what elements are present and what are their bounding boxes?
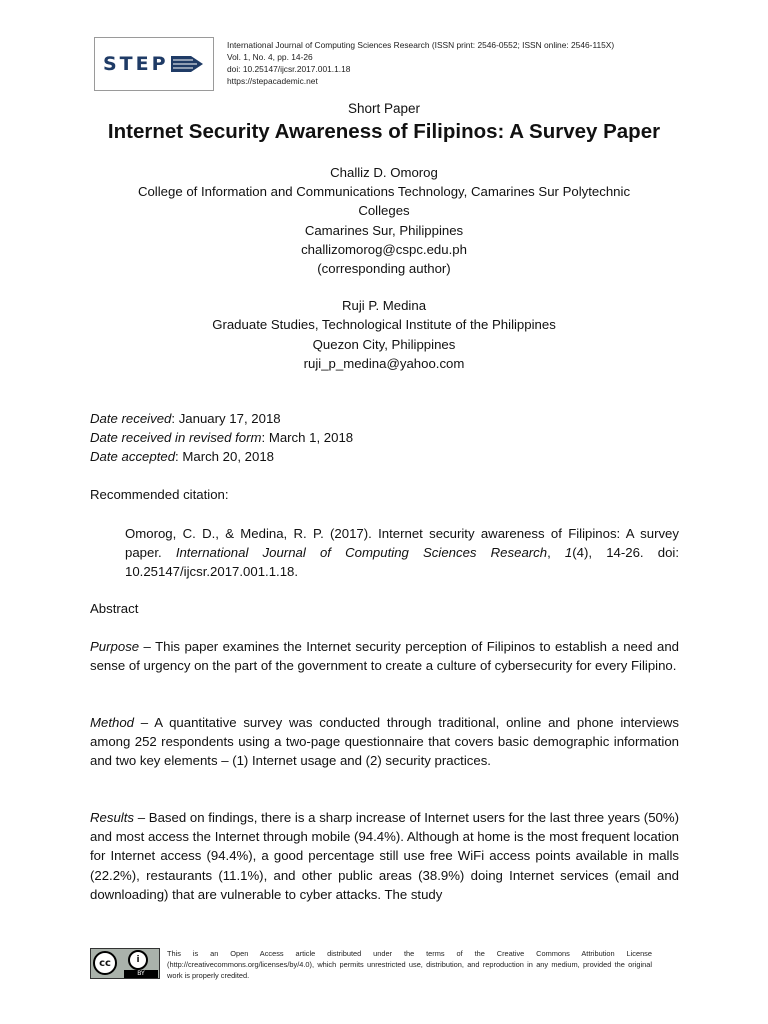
license-footer <box>90 948 652 981</box>
author-block <box>60 163 708 373</box>
journal-logo <box>94 37 214 91</box>
author1-email[interactable]: challizomorog@cspc.edu.ph <box>301 241 467 257</box>
abstract-purpose: Purpose – This paper examines the Internet security perception of Filipinos to establish a need and sense of urgency on the part of the government to create a culture of cybersecurity for every Filipino. <box>90 639 679 674</box>
author1-affiliation-line2: Colleges <box>358 203 410 219</box>
author1-note: (corresponding author) <box>317 261 451 277</box>
cc-by-label: BY <box>124 970 158 978</box>
paper-title: Internet Security Awareness of Filipinos: A Survey Paper <box>107 120 661 143</box>
journal-doi: doi: 10.25147/ijcsr.2017.001.1.18 <box>227 64 351 74</box>
author2-email[interactable]: ruji_p_medina@yahoo.com <box>303 355 465 371</box>
citation-heading: Recommended citation: <box>90 487 229 502</box>
abstract-heading: Abstract <box>90 601 139 616</box>
journal-info <box>227 39 667 87</box>
date-revised: Date received in revised form: March 1, 2018 <box>90 430 354 446</box>
abstract-method: Method – A quantitative survey was conducted through traditional, online and phone interviews among 252 respondents using a two-page questionnaire that covers basic demographic information and two key elements – (1) Internet usage and (2) security practices. <box>90 715 679 769</box>
attribution-icon: i <box>128 950 148 970</box>
author2-affiliation: Graduate Studies, Technological Institute of the Philippines <box>212 317 556 333</box>
author2-location: Quezon City, Philippines <box>312 336 456 352</box>
journal-url[interactable]: https://stepacademic.net <box>227 76 318 86</box>
date-received: Date received: January 17, 2018 <box>90 411 281 426</box>
citation-text: Omorog, C. D., & Medina, R. P. (2017). Internet security awareness of Filipinos: A survey paper. International Journal of Computing Sciences Research, 1(4), 14-26. doi: 10.25147/ijcsr.2017.001.1.18. <box>125 526 679 580</box>
date-accepted: Date accepted: March 20, 2018 <box>90 449 275 465</box>
cc-icon: cc <box>93 951 117 975</box>
license-text: This is an Open Access article distributed under the terms of the Creative Commons Attribution License (http://creativecommons.org/licenses/by/4.0), which permits unrestricted use, distribution, and reproduction in any medium, provided the original work is properly credited. <box>167 949 652 980</box>
author1-affiliation-line1: College of Information and Communications Technology, Camarines Sur Polytechnic <box>137 184 631 200</box>
author1-location: Camarines Sur, Philippines <box>304 222 464 238</box>
paper-type: Short Paper <box>347 101 421 116</box>
abstract-results: Results – Based on findings, there is a sharp increase of Internet users for the last three years (50%) and most access the Internet through mobile (94.4%). Although at home is the most frequent location for Internet access (94.4%), a good percentage still use free WiFi access points available in malls (22.2%), restaurants (11.1%), and other public areas (38.9%) doing Internet services (email and downloading) that are vulnerable to cyber attacks. The study <box>90 810 679 902</box>
journal-volume: Vol. 1, No. 4, pp. 14-26 <box>227 52 313 62</box>
author2-name: Ruji P. Medina <box>341 298 427 314</box>
arrow-logo-icon <box>171 54 205 74</box>
cc-license-badge[interactable] <box>90 948 160 979</box>
author1-name: Challiz D. Omorog <box>330 165 438 180</box>
journal-name: International Journal of Computing Sciences Research (ISSN print: 2546-0552; ISSN online: 2546-115X) <box>227 40 615 50</box>
dates-block <box>90 409 679 467</box>
logo-text: STEP <box>103 53 169 75</box>
